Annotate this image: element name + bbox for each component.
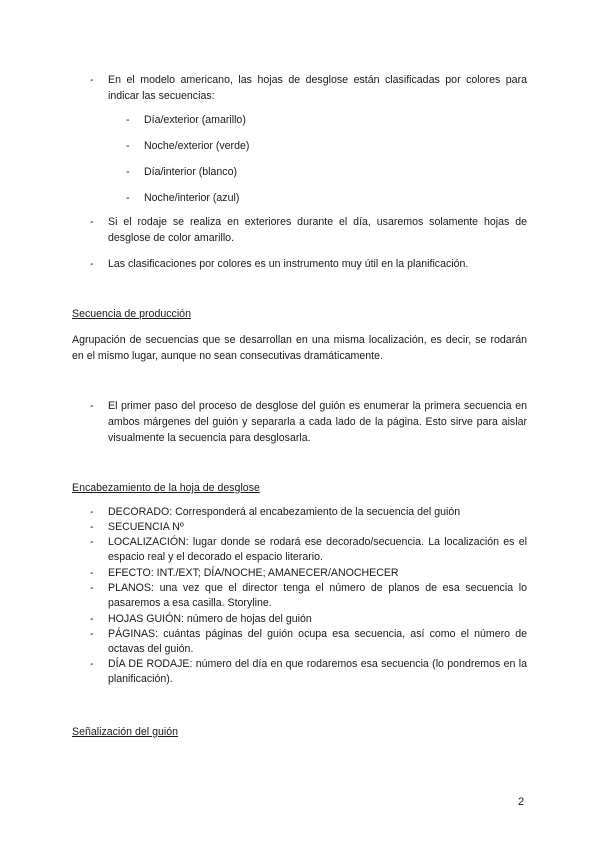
- bullet-dash: -: [90, 400, 94, 412]
- list-item-text: PLANOS: una vez que el director tenga el número de planos de esa secuencia lo pasaremos a esa casilla. Storyline.: [108, 582, 527, 609]
- section-heading-production-sequence: Secuencia de producción: [72, 308, 191, 320]
- bullet-dash: -: [90, 216, 94, 228]
- list-item-text: LOCALIZACIÓN: lugar donde se rodará ese decorado/secuencia. La localización es el espacio real y el decorado el espacio literario.: [108, 536, 527, 563]
- list-item-text: EFECTO: INT./EXT; DÍA/NOCHE; AMANECER/ANOCHECER: [108, 567, 399, 579]
- list-item: [90, 535, 527, 565]
- bullet-dash: -: [126, 192, 130, 204]
- color-list-item-text: Día/exterior (amarillo): [144, 114, 246, 126]
- color-list-item: [126, 164, 237, 180]
- color-list-item-text: Día/interior (blanco): [144, 166, 238, 178]
- list-item-text: DECORADO: Corresponderá al encabezamiento de la secuencia del guión: [108, 506, 461, 518]
- list-item-text: Las clasificaciones por colores es un instrumento muy útil en la planificación.: [108, 258, 469, 270]
- page-number: 2: [518, 796, 525, 808]
- paragraph: Agrupación de secuencias que se desarrollan en una misma localización, es decir, se rodarán en el mismo lugar, aunque no sean consecutivas dramáticamente.: [72, 334, 527, 362]
- color-list-item-text: Noche/exterior (verde): [144, 140, 250, 152]
- list-item: [90, 520, 527, 535]
- list-item-text: DÍA DE RODAJE: número del día en que rodaremos esa secuencia (lo pondremos en la planificación).: [108, 658, 527, 685]
- bullet-dash: -: [90, 74, 94, 86]
- list-item: [90, 612, 527, 627]
- color-list-item: [126, 112, 246, 128]
- bullet-dash: -: [90, 582, 94, 594]
- list-item: [90, 505, 527, 520]
- list-item-text: HOJAS GUIÓN: número de hojas del guión: [108, 613, 312, 625]
- list-item: [90, 627, 527, 657]
- bullet-dash: -: [90, 536, 94, 548]
- color-list-item-text: Noche/interior (azul): [144, 192, 240, 204]
- color-list-item: [126, 190, 239, 206]
- bullet-dash: -: [90, 506, 94, 518]
- bullet-dash: -: [90, 258, 94, 270]
- bullet-dash: -: [90, 613, 94, 625]
- section-heading-script-marking: Señalización del guión: [72, 726, 179, 738]
- list-item: [90, 256, 527, 272]
- list-item-text: PÁGINAS: cuántas páginas del guión ocupa esa secuencia, así como el número de octavas del guión.: [108, 628, 527, 655]
- list-item-text: Si el rodaje se realiza en exteriores durante el día, usaremos solamente hojas de desglose de color amarillo.: [108, 216, 527, 244]
- list-item: [90, 657, 527, 687]
- list-item: [90, 566, 527, 581]
- list-item: [90, 398, 527, 446]
- bullet-dash: -: [126, 140, 130, 152]
- list-item-text: En el modelo americano, las hojas de desglose están clasificadas por colores para indicar las secuencias:: [108, 74, 527, 102]
- list-item-text: El primer paso del proceso de desglose del guión es enumerar la primera secuencia en ambos márgenes del guión y separarla a cada lado de la página. Esto sirve para aislar visualmente la secuencia para desglosarla.: [108, 400, 527, 444]
- bullet-dash: -: [126, 114, 130, 126]
- section-heading-breakdown-header: Encabezamiento de la hoja de desglose: [72, 482, 260, 494]
- color-list-item: [126, 138, 249, 154]
- list-item: [90, 581, 527, 611]
- bullet-dash: -: [126, 166, 130, 178]
- bullet-dash: -: [90, 521, 94, 533]
- bullet-dash: -: [90, 628, 94, 640]
- bullet-dash: -: [90, 567, 94, 579]
- list-item: [90, 72, 527, 104]
- bullet-dash: -: [90, 658, 94, 670]
- list-item-text: SECUENCIA Nº: [108, 521, 184, 533]
- list-item: [90, 214, 527, 246]
